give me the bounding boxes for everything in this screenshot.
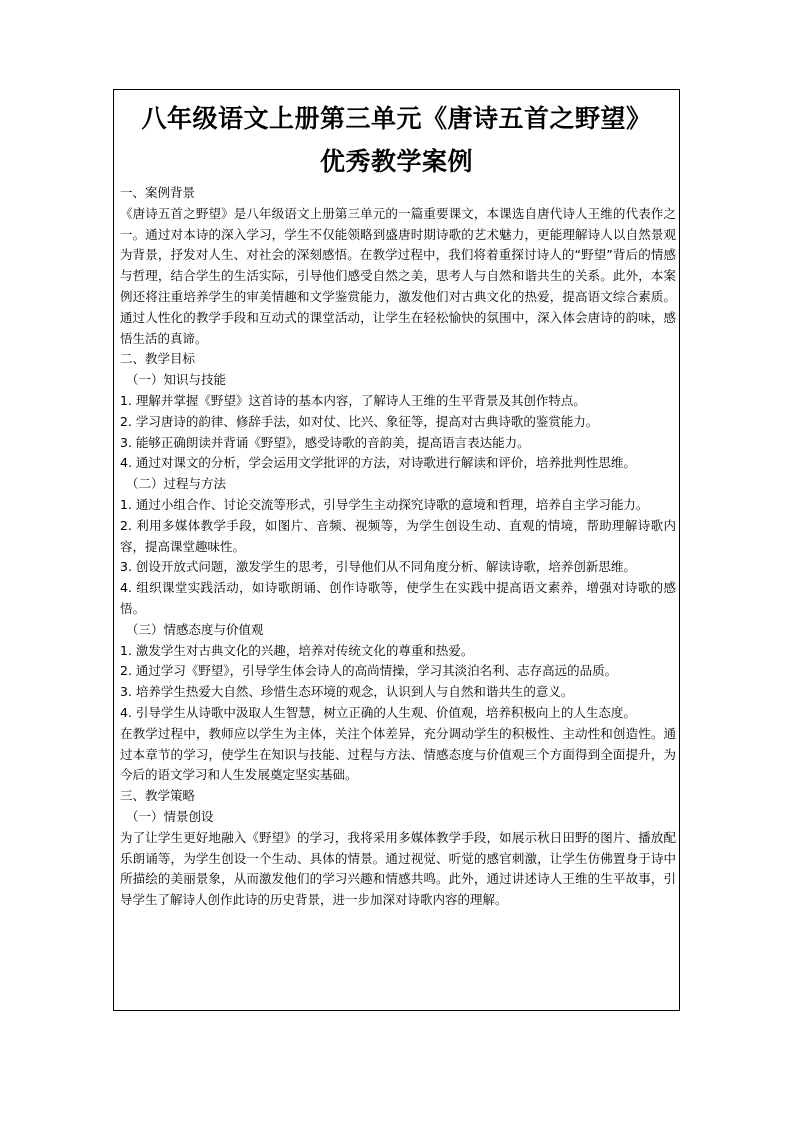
document-body — [120, 183, 676, 911]
subheading-scene: （一）情景创设 — [126, 808, 214, 824]
attitude-item: 3. 培养学生热爱大自然、珍惜生态环境的观念，认识到人与自然和谐共生的意义。 — [120, 684, 574, 700]
subheading-process: （二）过程与方法 — [126, 476, 227, 492]
process-item: 1. 通过小组合作、讨论交流等形式，引导学生主动探究诗歌的意境和哲理，培养自主学习能力。 — [120, 496, 649, 512]
background-paragraph: 《唐诗五首之野望》是八年级语文上册第三单元的一篇重要课文，本课选自唐代诗人王维的代表作之一。通过对本诗的深入学习，学生不仅能领略到盛唐时期诗歌的艺术魅力，更能理解诗人以自然景观为背景，抒发对人生、对社会的深刻感悟。在教学过程中，我们将着重探讨诗人的“野望”背后的情感与哲理，结合学生的生活实际，引导他们感受自然之美，思考人与自然和谐共生的关系。此外，本案例还将注重培养学生的审美情趣和文学鉴赏能力，激发他们对古典文化的热爱，提高语文综合素质。通过人性化的教学手段和互动式的课堂活动，让学生在轻松愉快的氛围中，深入体会唐诗的韵味，感悟生活的真谛。 — [120, 205, 676, 346]
process-item: 4. 组织课堂实践活动，如诗歌朗诵、创作诗歌等，使学生在实践中提高语文素养，增强对诗歌的感悟。 — [120, 580, 676, 616]
document-title-line1: 八年级语文上册第三单元《唐诗五首之野望》 — [141, 104, 652, 133]
subheading-attitude: （三）情感态度与价值观 — [126, 621, 264, 637]
knowledge-item: 4. 通过对课文的分析，学会运用文学批评的方法，对诗歌进行解读和评价，培养批判性思维。 — [120, 455, 636, 471]
knowledge-item: 2. 学习唐诗的韵律、修辞手法，如对仗、比兴、象征等，提高对古典诗歌的鉴赏能力。 — [120, 413, 599, 429]
attitude-item: 1. 激发学生对古典文化的兴趣，培养对传统文化的尊重和热爱。 — [120, 642, 474, 658]
subheading-knowledge: （一）知识与技能 — [126, 372, 227, 388]
knowledge-item: 1. 理解并掌握《野望》这首诗的基本内容，了解诗人王维的生平背景及其创作特点。 — [120, 392, 586, 408]
attitude-item: 2. 通过学习《野望》，引导学生体会诗人的高尚情操，学习其淡泊名利、志存高远的品质。 — [120, 663, 618, 679]
knowledge-item: 3. 能够正确朗读并背诵《野望》，感受诗歌的音韵美，提高语言表达能力。 — [120, 434, 530, 450]
attitude-item: 4. 引导学生从诗歌中汲取人生智慧，树立正确的人生观、价值观，培养积极向上的人生态度。 — [120, 704, 636, 720]
section-heading-goals: 二、教学目标 — [120, 351, 196, 367]
goals-summary-paragraph: 在教学过程中，教师应以学生为主体，关注个体差异，充分调动学生的积极性、主动性和创造性。通过本章节的学习，使学生在知识与技能、过程与方法、情感态度与价值观三个方面得到全面提升，为今后的语文学习和人生发展奠定坚实基础。 — [120, 725, 676, 783]
scene-paragraph: 为了让学生更好地融入《野望》的学习，我将采用多媒体教学手段，如展示秋日田野的图片、播放配乐朗诵等，为学生创设一个生动、具体的情景。通过视觉、听觉的感官刺激，让学生仿佛置身于诗中所描绘的美丽景象，从而激发他们的学习兴趣和情感共鸣。此外，通过讲述诗人王维的生平故事，引导学生了解诗人创作此诗的历史背景，进一步加深对诗歌内容的理解。 — [120, 829, 676, 908]
process-item: 2. 利用多媒体教学手段，如图片、音频、视频等，为学生创设生动、直观的情境，帮助理解诗歌内容，提高课堂趣味性。 — [120, 517, 676, 554]
section-heading-background: 一、案例背景 — [120, 185, 196, 200]
process-item: 3. 创设开放式问题，激发学生的思考，引导他们从不同角度分析、解读诗歌，培养创新思维。 — [120, 559, 636, 575]
document-title-line2: 优秀教学案例 — [319, 147, 473, 176]
section-heading-strategy: 三、教学策略 — [120, 788, 196, 804]
